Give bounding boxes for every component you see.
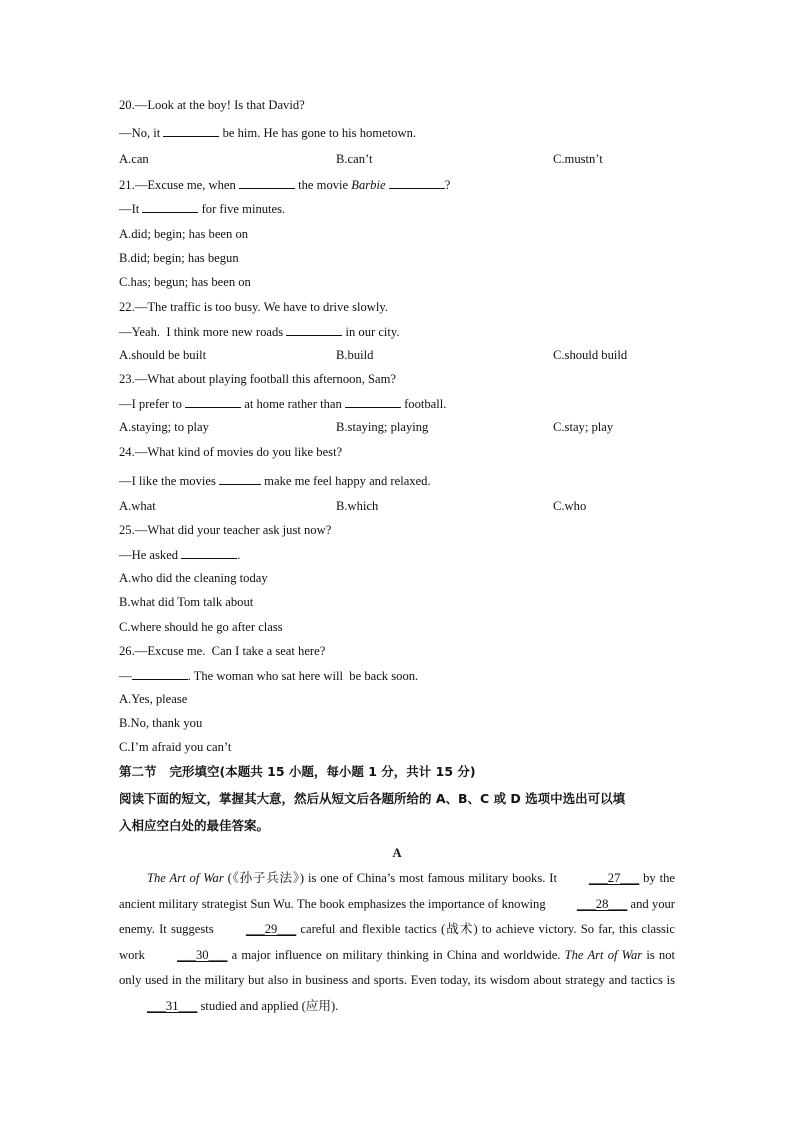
section-instruction-line1: 阅读下面的短文，掌握其大意，然后从短文后各题所给的 A、B、C 或 D 选项中选出可以填 <box>119 791 626 806</box>
q21-line1-mid: the movie <box>294 178 352 192</box>
q24-answer-line <box>119 472 431 489</box>
passage-text-4: careful and flexible tactics (战术) to achieve victory. So far, this classic work <box>119 922 675 962</box>
passage-text-2: by the ancient military strategist Sun Wu. The book emphasizes the importance of knowing <box>119 871 675 911</box>
q22-line2-start: —Yeah. I think more new roads <box>119 325 287 339</box>
q21-option-a: A.did; begin; has been on <box>119 227 249 241</box>
q23-option-c: C.stay; play <box>553 420 614 434</box>
q20-option-b: B.can’t <box>336 152 373 166</box>
q23-option-a: A.staying; to play <box>119 420 209 434</box>
answer-blank <box>142 200 198 213</box>
q20-line2-start: —No, it <box>119 126 164 140</box>
passage-title: A <box>392 846 402 860</box>
q23-answer-line <box>119 395 446 412</box>
q26-option-c: C.I’m afraid you can’t <box>119 740 232 754</box>
q22-option-a: A.should be built <box>119 348 207 362</box>
q21-line2-start: —It <box>119 202 143 216</box>
answer-blank <box>219 472 261 485</box>
blank-30: ___30___ <box>177 947 228 962</box>
q21-line2-end: for five minutes. <box>198 202 286 216</box>
passage-text-3: and your enemy. It suggests <box>119 896 675 936</box>
q25-option-a: A.who did the cleaning today <box>119 571 268 585</box>
q24-option-b: B.which <box>336 499 379 513</box>
blank-28: ___28___ <box>576 896 628 911</box>
q26-option-b: B.No, thank you <box>119 716 203 730</box>
q25-option-c: C.where should he go after class <box>119 620 283 634</box>
q25-answer-line <box>119 546 240 563</box>
answer-blank <box>181 546 237 559</box>
answer-blank <box>286 323 342 336</box>
q23-line2-start: —I prefer to <box>119 397 186 411</box>
q25-question: 25.—What did your teacher ask just now? <box>119 523 332 537</box>
q26-answer-line <box>119 667 418 684</box>
q22-option-c: C.should build <box>553 348 628 362</box>
q20-line2-end: be him. He has gone to his hometown. <box>219 126 417 140</box>
q26-option-a: A.Yes, please <box>119 692 188 706</box>
q26-line2-start: — <box>119 669 132 683</box>
q21-line1-end: ? <box>444 178 451 192</box>
q21-question <box>119 176 450 193</box>
q24-line2-end: make me feel happy and relaxed. <box>261 474 431 488</box>
q24-option-a: A.what <box>119 499 156 513</box>
passage-a-text <box>119 866 675 1019</box>
book-title-2: The Art of War <box>564 947 643 962</box>
answer-blank <box>132 667 188 680</box>
q21-movie-title: Barbie <box>351 178 386 192</box>
q21-answer-line <box>119 200 285 217</box>
q24-option-c: C.who <box>553 499 587 513</box>
q20-question: 20.—Look at the boy! Is that David? <box>119 98 305 112</box>
book-title: The Art of War <box>147 871 224 885</box>
q22-option-b: B.build <box>336 348 374 362</box>
passage-text-1: (《孙子兵法》) is one of China’s most famous military books. It <box>223 871 561 885</box>
q20-option-c: C.mustn’t <box>553 152 603 166</box>
passage-text-7: studied and applied (应用). <box>197 998 339 1013</box>
q25-line2-start: —He asked <box>119 548 182 562</box>
blank-27: ___27___ <box>588 871 640 885</box>
q21-option-c: C.has; begun; has been on <box>119 275 251 289</box>
blank-29: ___29___ <box>245 922 297 936</box>
q20-option-a: A.can <box>119 152 149 166</box>
q21-option-b: B.did; begin; has begun <box>119 251 239 265</box>
q22-line2-end: in our city. <box>342 325 400 339</box>
answer-blank <box>239 176 295 189</box>
passage-text-5: a major influence on military thinking in China and worldwide. <box>227 947 565 962</box>
q22-question: 22.—The traffic is too busy. We have to drive slowly. <box>119 300 388 314</box>
blank-31: ___31___ <box>147 998 198 1013</box>
q21-line1-start: 21.—Excuse me, when <box>119 178 239 192</box>
q23-line2-end: football. <box>400 397 447 411</box>
section-heading: 第二节 完形填空(本题共 15 小题，每小题 1 分，共计 15 分) <box>119 764 476 779</box>
q24-question: 24.—What kind of movies do you like best? <box>119 445 343 459</box>
q26-question: 26.—Excuse me. Can I take a seat here? <box>119 644 326 658</box>
q26-line2-end: . The woman who sat here will be back soon. <box>187 669 419 683</box>
q24-line2-start: —I like the movies <box>119 474 220 488</box>
answer-blank <box>163 124 219 137</box>
answer-blank <box>185 395 241 408</box>
q25-option-b: B.what did Tom talk about <box>119 595 254 609</box>
q25-line2-end: . <box>237 548 241 562</box>
passage-text-6: is not only used in the military but also in business and sports. Even today, its wisdom about strategy and tactics is <box>119 947 676 987</box>
q23-line2-mid: at home rather than <box>241 397 345 411</box>
answer-blank <box>389 176 445 189</box>
q20-answer-line <box>119 124 416 141</box>
q23-question: 23.—What about playing football this afternoon, Sam? <box>119 372 397 386</box>
section-instruction-line2: 入相应空白处的最佳答案。 <box>119 818 270 833</box>
answer-blank <box>345 395 401 408</box>
q22-answer-line <box>119 323 400 340</box>
q23-option-b: B.staying; playing <box>336 420 429 434</box>
